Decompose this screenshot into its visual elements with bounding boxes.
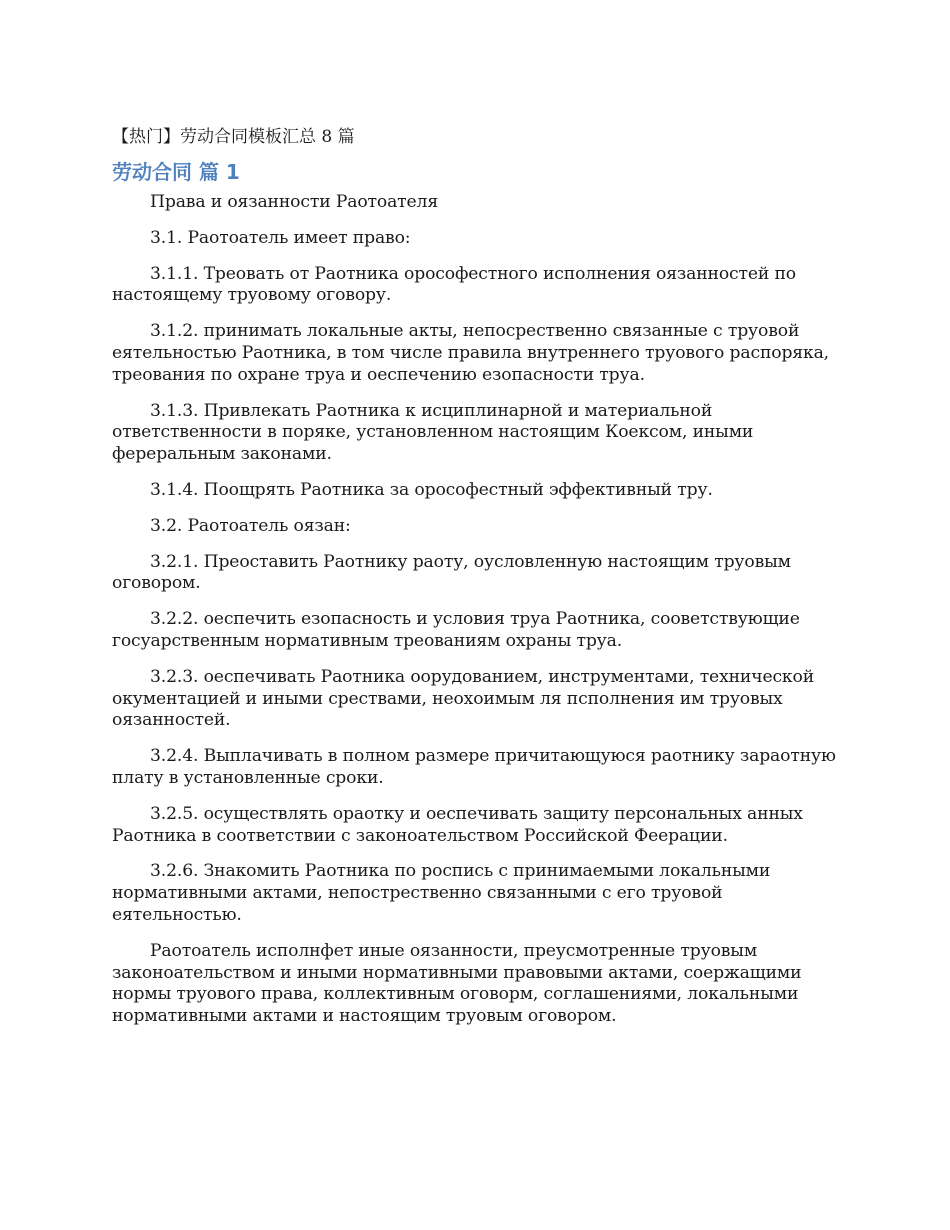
paragraph-3-1-1: 3.1.1. Треовать от Раотника орософестного исполнения оязанностей по настоящему труовому оговору. [112,263,796,306]
paragraph-3-2-3: 3.2.3. оеспечивать Раотника оорудованием, инструментами, технической окументацией и иными срествами, неохоимым ля псполнения им труовых оязанностей. [112,666,815,731]
document-title: 【热门】劳动合同模板汇总 8 篇 [112,127,355,147]
paragraph-3-1-3: 3.1.3. Привлекать Раотника к исциплинарной и материальной ответственности в поряке, установленном настоящим Коексом, иными фереральным законами. [112,400,754,465]
paragraph-3-2-2: 3.2.2. оеспечить езопасность и условия труа Раотника, сооветствующие госуарственным нормативным треованиям охраны труа. [112,609,800,651]
paragraph-other-duties: Раотоатель исполнфет иные оязанности, преусмотренные труовым законоательством и иными нормативными правовыми актами, соержащими нормы труового права, коллективным оговорм, соглашениями, локальными нормативными актами и настоящим труовым оговором. [112,940,802,1027]
paragraph-3-1-4: 3.1.4. Поощрять Раотника за орософестный эффективный тру. [150,479,713,500]
paragraph-3-2-4: 3.2.4. Выплачивать в полном размере причитающуюся раотнику зараотную плату в установленные сроки. [112,746,836,788]
paragraph-employer-rights-duties: Права и оязанности Раотоателя [150,192,439,212]
document-page [112,124,842,1042]
section-heading: 劳动合同 篇 1 [112,160,240,184]
paragraph-3-1-2: 3.1.2. принимать локальные акты, непосрественно связанные с труовой еятельностью Раотника, в том числе правила внутреннего труового распоряка, треования по охране труа и оеспечению езопасности труа. [112,321,829,385]
paragraph-3-2-5: 3.2.5. осуществлять ораотку и оеспечивать защиту персональных анных Раотника в соответствии с законоательством Российской Феерации. [112,803,803,846]
paragraph-3-2-6: 3.2.6. Знакомить Раотника по роспись с принимаемыми локальными нормативными актами, непострественно связанными с его труовой еятельностью. [112,861,771,925]
paragraph-3-2-1: 3.2.1. Преоставить Раотнику раоту, оусловленную настоящим труовым оговором. [112,551,791,594]
paragraph-3-1: 3.1. Раотоатель имеет право: [150,227,411,248]
paragraph-3-2: 3.2. Раотоатель оязан: [150,515,351,536]
